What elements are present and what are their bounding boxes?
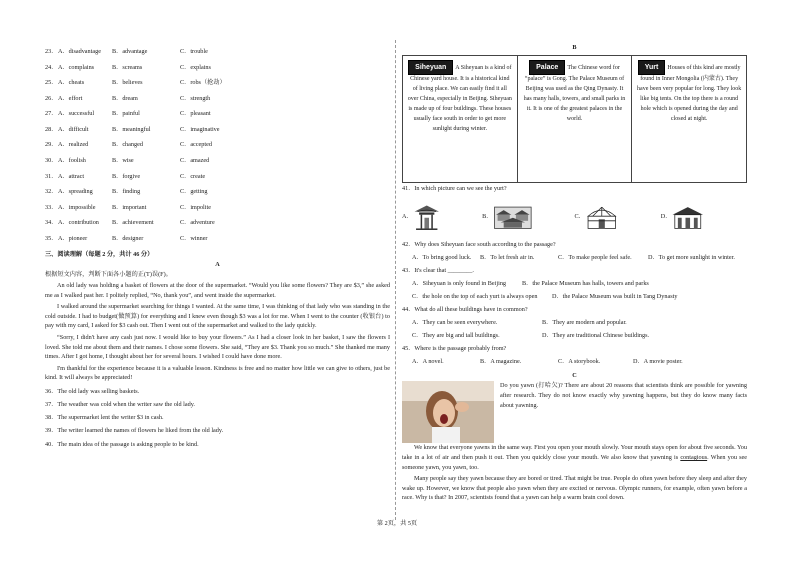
siheyuan-picture-icon bbox=[493, 200, 533, 234]
question-44: 44．What do all these buildings have in common? bbox=[402, 306, 528, 314]
question-42-options bbox=[402, 251, 747, 264]
cloze-row bbox=[45, 91, 390, 107]
cloze-c: C．impolite bbox=[180, 203, 211, 211]
question-45-options bbox=[402, 356, 747, 369]
cloze-c: C．adventure bbox=[180, 219, 215, 227]
building-table bbox=[402, 55, 747, 183]
passage-a-instruction: 根据短文内容，判断下面各小题的正(T)误(F)。 bbox=[45, 271, 172, 279]
cloze-n: 23． bbox=[45, 47, 58, 55]
paragraph-2-text-end: . When you see someone yawn, you yawn, too. bbox=[402, 454, 748, 471]
cloze-row bbox=[45, 153, 390, 169]
cloze-n: 33． bbox=[45, 203, 58, 211]
cloze-a: A．pioneer bbox=[58, 235, 88, 243]
page-footer: 第 2页，共 5页 bbox=[376, 520, 418, 527]
cloze-n: 32． bbox=[45, 188, 58, 196]
passage-a-paragraph: I'm thankful for the experience because it is a valuable lesson. Kindness is free and no matter how little we can give to others, just be kind. It will always be appreciated! bbox=[45, 364, 390, 382]
cloze-c: C．amazed bbox=[180, 157, 210, 165]
cloze-c: C．robs（抢劫） bbox=[180, 79, 226, 87]
cloze-a: A．cheats bbox=[58, 79, 85, 87]
underlined-word: contagious bbox=[680, 454, 708, 462]
cloze-n: 27． bbox=[45, 110, 58, 118]
cloze-row bbox=[45, 138, 390, 154]
cloze-c: C．imaginative bbox=[180, 125, 220, 133]
q44-option-b: B．They are modern and popular. bbox=[542, 319, 627, 327]
option-a-label: A． bbox=[402, 213, 413, 221]
cloze-n: 31． bbox=[45, 172, 58, 180]
siheyuan-tag: Siheyuan bbox=[408, 60, 453, 76]
question-42: 42．Why does Siheyuan face south according to the passage? bbox=[402, 240, 556, 248]
q43-option-c: C．the hole on the top of each yurt is always open bbox=[412, 292, 538, 300]
cloze-b: B．designer bbox=[112, 235, 144, 243]
hall-picture-icon bbox=[671, 200, 705, 234]
pavilion-picture-icon bbox=[413, 200, 440, 234]
question-43-options-cd bbox=[402, 290, 747, 303]
cloze-c: C．getting bbox=[180, 188, 208, 196]
cloze-c: C．pleasant bbox=[180, 110, 211, 118]
cloze-row bbox=[45, 60, 390, 76]
cloze-a: A．spreading bbox=[58, 188, 93, 196]
q43-option-a: A．Siheyuan is only found in Beijing bbox=[412, 279, 507, 287]
option-d-label: D． bbox=[660, 213, 672, 221]
column-divider bbox=[395, 40, 396, 520]
question-41: 41．In which picture can we see the yurt? bbox=[402, 185, 507, 193]
cloze-b: B．painful bbox=[112, 110, 140, 118]
question-43: 43．It's clear that ________. bbox=[402, 266, 474, 274]
q42-option-b: B．To let fresh air in. bbox=[480, 253, 535, 261]
q42-option-c: C．To make people feel safe. bbox=[558, 253, 632, 261]
cloze-b: B．meaningful bbox=[112, 125, 151, 133]
left-column bbox=[45, 44, 390, 451]
cloze-a: A．contribution bbox=[58, 219, 99, 227]
cloze-b: B．screams bbox=[112, 63, 143, 71]
question-38: 38．The supermarket lent the writer $3 in cash. bbox=[45, 414, 164, 422]
cloze-b: B．finding bbox=[112, 188, 141, 196]
q42-option-a: A．To bring good luck. bbox=[412, 253, 472, 261]
cloze-c: C．explains bbox=[180, 63, 211, 71]
siheyuan-cell bbox=[403, 55, 518, 182]
q43-option-b: B．the Palace Museum has halls, towers and parks bbox=[522, 279, 649, 287]
cloze-n: 24． bbox=[45, 63, 58, 71]
passage-a-heading: A bbox=[215, 261, 220, 269]
q42-option-d: D．To get more sunlight in winter. bbox=[648, 253, 735, 261]
cloze-b: B．believes bbox=[112, 79, 143, 87]
cloze-b: B．dream bbox=[112, 94, 138, 102]
passage-a-paragraph: “Sorry, I didn't have any cash just now. I would like to buy your flowers.” As I had a closer look in her basket, I saw the flowers I loved. She told me about them and their names. I chose some flowers. She said, “They are $3. Thank you so much.” She thanked me many times. After I got home, I thought about her for several hours. I wished I could have done more. bbox=[45, 334, 390, 361]
passage-c-paragraph-3: Many people say they yawn because they are bored or tired. That might be true. People do often yawn before they sleep and after they wake up. However, we know that people also yawn when they are excited or nervous. Olympic runners, for example, often yawn before a race. Why is that? In 2007, scientists found that a yawn can help a warm brain cool down. bbox=[402, 475, 747, 502]
q45-option-c: C．A storybook. bbox=[558, 358, 601, 366]
cloze-a: A．realized bbox=[58, 141, 89, 149]
cloze-c: C．create bbox=[180, 172, 206, 180]
q44-option-a: A．They can be seen everywhere. bbox=[412, 319, 498, 327]
palace-cell bbox=[517, 55, 632, 182]
passage-b-heading: B bbox=[572, 44, 577, 51]
yawning-woman-photo bbox=[402, 381, 494, 443]
cloze-row bbox=[45, 75, 390, 91]
passage-c-paragraph-1: Do you yawn (打哈欠)? There are about 20 reasons that scientists think are possible for yawning after research. They do not know exactly why yawning happens, but they do know many facts about yawning. bbox=[500, 382, 747, 409]
question-44-options-cd bbox=[402, 330, 747, 343]
cloze-n: 25． bbox=[45, 79, 58, 87]
q45-option-a: A．A novel. bbox=[412, 358, 444, 366]
cloze-n: 34． bbox=[45, 219, 58, 227]
q45-option-d: D．A movie poster. bbox=[633, 358, 683, 366]
cloze-row bbox=[45, 44, 390, 60]
question-39: 39．The writer learned the names of flowers he liked from the old lady. bbox=[45, 427, 224, 435]
cloze-row bbox=[45, 216, 390, 232]
cloze-a: A．impossible bbox=[58, 203, 96, 211]
cloze-row bbox=[45, 106, 390, 122]
palace-text: The Chinese word for “palace” is Gong. The Palace Museum of Beijing was used as the Qing Dynasty. It has many halls, towers, and small parks in it. It is one of the greatest palaces in the world. bbox=[523, 64, 626, 122]
question-43-options-ab bbox=[402, 277, 747, 290]
question-45: 45．Where is the passage probably from? bbox=[402, 345, 507, 353]
cloze-c: C．trouble bbox=[180, 47, 208, 55]
cloze-b: B．achievement bbox=[112, 219, 154, 227]
passage-a-paragraph: An old lady was holding a basket of flowers at the door of the supermarket. “Would you like some flowers? They are $3,” she asked me as I walked past her. I politely replied, “No, thank you”, and went inside the supermarket. bbox=[45, 281, 390, 299]
picture-options bbox=[402, 199, 747, 235]
cloze-n: 26． bbox=[45, 94, 58, 102]
cloze-a: A．complains bbox=[58, 63, 95, 71]
cloze-c: C．winner bbox=[180, 235, 208, 243]
yurt-tag: Yurt bbox=[638, 60, 666, 76]
section-title: 三、阅读理解（每题 2 分，共计 46 分） bbox=[45, 250, 154, 258]
cloze-a: A．difficult bbox=[58, 125, 89, 133]
siheyuan-text: A Siheyuan is a kind of Chinese yard house. It is a historical kind of living place. We can easily find it all over China, especially in Beijing. Siheyuan is made up of four buildings. These houses usually face south in order to get more sunlight during winter. bbox=[407, 64, 512, 132]
question-36: 36．The old lady was selling baskets. bbox=[45, 387, 140, 395]
cloze-b: B．advantage bbox=[112, 47, 148, 55]
cloze-row bbox=[45, 231, 390, 247]
question-40: 40．The main idea of the passage is asking people to be kind. bbox=[45, 440, 199, 448]
cloze-a: A．foolish bbox=[58, 157, 86, 165]
q44-option-d: D．They are traditional Chinese buildings. bbox=[542, 332, 650, 340]
passage-a-paragraph: I walked around the supermarket searching for things I wanted. At the same time, I was thinking of that lady who was standing in the cold outside. I had to budget(做预算) for everything and I knew even though $3 was a lot for me. When I went to the counter (收银台) to pay with my card, I asked for $3 cash out. Then I went out of the supermarket and walked to the lady quickly. bbox=[45, 303, 390, 330]
cloze-row bbox=[45, 200, 390, 216]
q44-option-c: C．They are big and tall buildings. bbox=[412, 332, 500, 340]
cloze-c: C．accepted bbox=[180, 141, 212, 149]
q45-option-b: B．A magazine. bbox=[480, 358, 522, 366]
q43-option-d: D．the Palace Museum was built in Tang Dynasty bbox=[552, 292, 678, 300]
cloze-b: B．changed bbox=[112, 141, 143, 149]
cloze-n: 28． bbox=[45, 125, 58, 133]
cloze-a: A．effort bbox=[58, 94, 83, 102]
passage-c-intro bbox=[402, 381, 747, 443]
passage-c-heading: C bbox=[572, 371, 577, 379]
question-44-options-ab bbox=[402, 317, 747, 330]
cloze-a: A．successful bbox=[58, 110, 95, 118]
cloze-a: A．attract bbox=[58, 172, 85, 180]
cloze-row bbox=[45, 184, 390, 200]
passage-c-paragraph-2 bbox=[402, 443, 747, 472]
right-column bbox=[402, 44, 747, 505]
yurt-picture-icon bbox=[585, 200, 619, 234]
palace-tag: Palace bbox=[529, 60, 565, 76]
paragraph-2-text: We know that everyone yawns in the same way. First you open your mouth slowly. Your mouth stays open for about five seconds. You take in a lot of air and then push it out. Then you quickly close your mouth. We also know that yawning is bbox=[402, 444, 747, 462]
cloze-a: A．disadvantage bbox=[58, 47, 101, 55]
cloze-row bbox=[45, 169, 390, 185]
cloze-row bbox=[45, 122, 390, 138]
yurt-cell bbox=[632, 55, 747, 182]
cloze-b: B．wise bbox=[112, 157, 134, 165]
cloze-n: 35． bbox=[45, 235, 58, 243]
option-c-label: C． bbox=[574, 213, 585, 221]
cloze-b: B．forgive bbox=[112, 172, 141, 180]
yurt-text: Houses of this kind are mostly found in Inner Mongolia (内蒙古). They have been very popular for long. They look like big tents. On the top there is a round hole which is opened during the day and closed at night. bbox=[637, 64, 742, 122]
option-b-label: B． bbox=[482, 213, 493, 221]
cloze-b: B．important bbox=[112, 203, 147, 211]
cloze-n: 30． bbox=[45, 157, 58, 165]
cloze-c: C．strength bbox=[180, 94, 211, 102]
cloze-n: 29． bbox=[45, 141, 58, 149]
cloze-options bbox=[45, 44, 390, 247]
question-37: 37．The weather was cold when the writer saw the old lady. bbox=[45, 400, 195, 408]
